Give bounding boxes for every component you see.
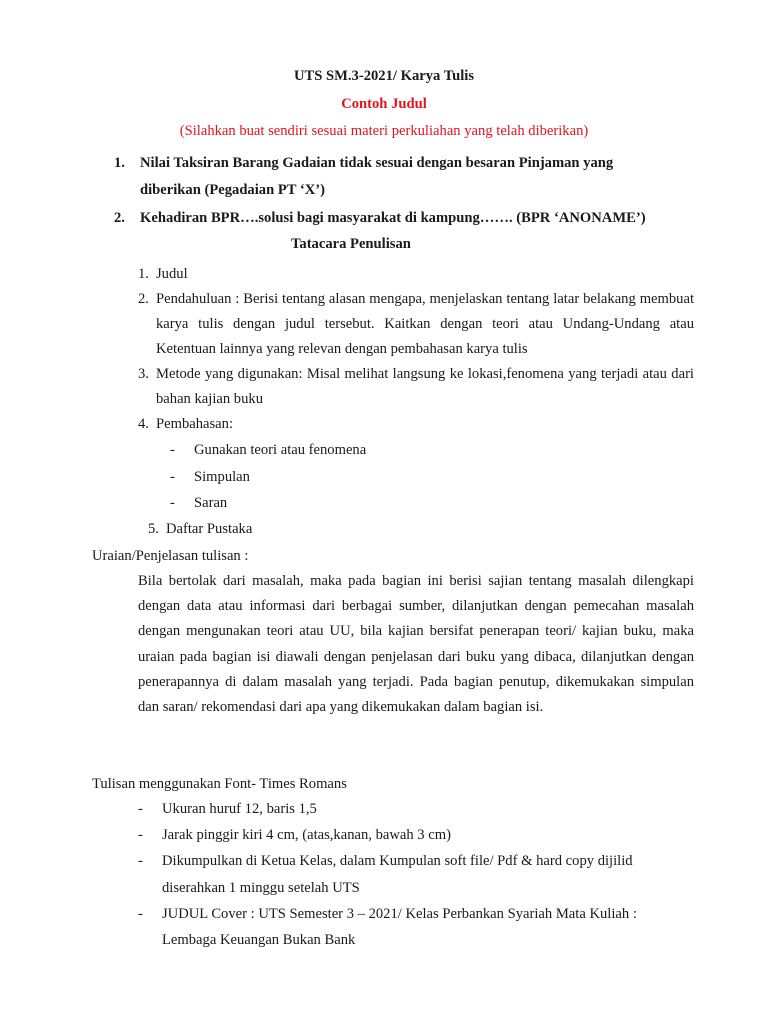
dash-bullet: - [170,468,175,485]
format-rule-item [138,796,694,822]
rule-text: Jarak pinggir kiri 4 cm, (atas,kanan, bawah 3 cm) [162,827,451,844]
dash-bullet: - [138,853,143,870]
sublist-text: Simpulan [194,468,250,485]
dash-bullet: - [138,905,143,922]
example-title-text: Kehadiran BPR….solusi bagi masyarakat di kampung……. (BPR ‘ANONAME’) [140,210,646,226]
tatacara-steps-list [138,262,694,542]
sublist-text: Saran [194,495,228,511]
list-number: 4. [138,416,149,432]
tatacara-heading: Tatacara Penulisan [291,236,411,252]
document-title: UTS SM.3-2021/ Karya Tulis [293,68,475,84]
rule-text: Dikumpulkan di Ketua Kelas, dalam Kumpulan soft file/ Pdf & hard copy dijilid diserahkan 1 minggu setelah UTS [162,853,633,896]
step-text: Metode yang digunakan: Misal melihat langsung ke lokasi,fenomena yang terjadi atau dari bahan kajian buku [156,366,694,407]
step-text: Pembahasan: [156,416,234,432]
example-title-item [114,205,674,232]
list-number: 2. [114,210,125,226]
step-text: Daftar Pustaka [166,520,253,537]
step-item [138,412,694,437]
pembahasan-sublist [170,437,694,517]
uraian-heading: Uraian/Penjelasan tulisan : [92,548,249,564]
format-rule-item [138,848,694,900]
instruction-note: (Silahkan buat sendiri sesuai materi perkuliahan yang telah diberikan) [179,123,589,139]
uraian-paragraph: Bila bertolak dari masalah, maka pada bagian ini berisi sajian tentang masalah dilengkapi dengan data atau informasi dari berbagai sumber, dilanjutkan dengan pemecahan masalah dengan mengunakan teori atau UU, bila kajian bersifat penerapan teori/ kajian buku, maka uraian pada bagian isi diawali dengan penjelasan dari buku yang dibaca, dilanjutkan dengan penerapannya di dalam masalah yang terjadi. Pada bagian penutup, dikemukakan simpulan dan saran/ rekomendasi dari apa yang dikemukakan dalam bagian isi. [138,573,694,716]
format-rules-list [138,796,694,953]
format-rule-item [138,901,694,953]
list-number: 1. [114,155,125,171]
format-rule-item [138,822,694,848]
step-item [138,517,694,542]
example-title-heading: Contoh Judul [341,96,427,112]
rule-text: JUDUL Cover : UTS Semester 3 – 2021/ Kelas Perbankan Syariah Mata Kuliah : Lembaga Keuangan Bukan Bank [162,905,637,949]
sublist-item [170,437,694,464]
step-item [138,362,694,412]
list-number: 5. [148,520,159,537]
sublist-item [170,490,694,517]
step-text: Pendahuluan : Berisi tentang alasan mengapa, menjelaskan tentang latar belakang membuat karya tulis dengan judul tersebut. Kaitkan dengan teori atau Undang-Undang atau Ketentuan lainnya yang relevan dengan pembahasan karya tulis [156,291,694,357]
example-title-list [114,150,674,232]
rule-text: Ukuran huruf 12, baris 1,5 [162,801,317,817]
list-number: 1. [138,266,149,282]
example-title-text: Nilai Taksiran Barang Gadaian tidak sesuai dengan besaran Pinjaman yang diberikan (Pegadaian PT ‘X’) [140,155,614,198]
dash-bullet: - [170,442,175,458]
dash-bullet: - [138,827,143,844]
list-number: 3. [138,366,149,382]
sublist-text: Gunakan teori atau fenomena [194,442,367,458]
example-title-item [114,150,674,203]
dash-bullet: - [138,801,143,817]
step-item [138,287,694,362]
format-heading: Tulisan menggunakan Font- Times Romans [92,776,347,792]
step-item [138,262,694,287]
dash-bullet: - [170,495,175,511]
sublist-item [170,464,694,491]
list-number: 2. [138,291,149,307]
step-text: Judul [156,266,188,282]
